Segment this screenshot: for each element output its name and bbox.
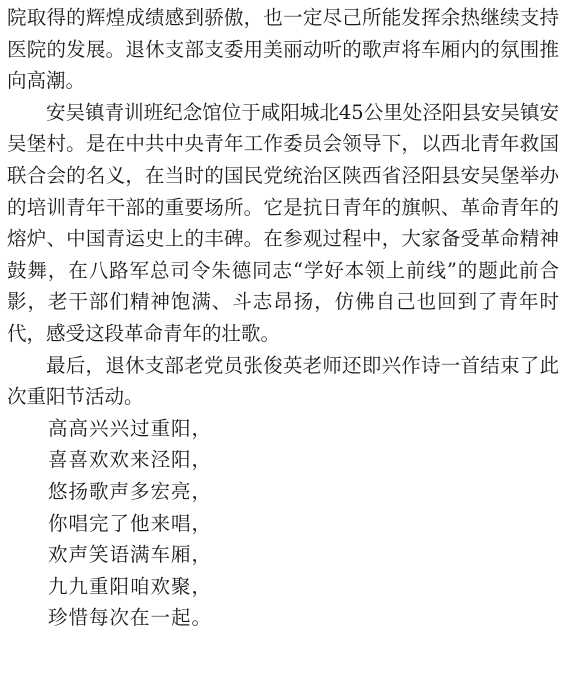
- poem-line: 欢声笑语满车厢，: [48, 543, 213, 567]
- poem-line: 你唱完了他来唱，: [48, 511, 213, 535]
- poem-line: 珍惜每次在一起。: [48, 606, 213, 630]
- poem-line: 九九重阳咱欢聚，: [48, 574, 213, 598]
- document-body: [7, 2, 559, 634]
- poem-line: 悠扬歌声多宏亮，: [48, 479, 213, 503]
- poem-line: 喜喜欢欢来泾阳，: [48, 448, 213, 472]
- paragraph-3: 最后，退休支部老党员张俊英老师还即兴作诗一首结束了此次重阳节活动。: [7, 353, 559, 409]
- poem: [7, 413, 559, 634]
- poem-line: 高高兴兴过重阳，: [48, 416, 213, 440]
- paragraph-1: 院取得的辉煌成绩感到骄傲，也一定尽己所能发挥余热继续支持医院的发展。退休支部支委用美丽动听的歌声将车厢内的氛围推向高潮。: [7, 6, 559, 93]
- paragraph-2: 安吴镇青训班纪念馆位于咸阳城北45公里处泾阳县安吴镇安吴堡村。是在中共中央青年工作委员会领导下，以西北青年救国联合会的名义，在当时的国民党统治区陕西省泾阳县安吴堡举办的培训青年干部的重要场所。它是抗日青年的旗帜、革命青年的熔炉、中国青运史上的丰碑。在参观过程中，大家备受革命精神鼓舞，在八路军总司令朱德同志“学好本领上前线”的题此前合影，老干部们精神饱满、斗志昂扬，仿佛自己也回到了青年时代，感受这段革命青年的壮歌。: [7, 100, 559, 345]
